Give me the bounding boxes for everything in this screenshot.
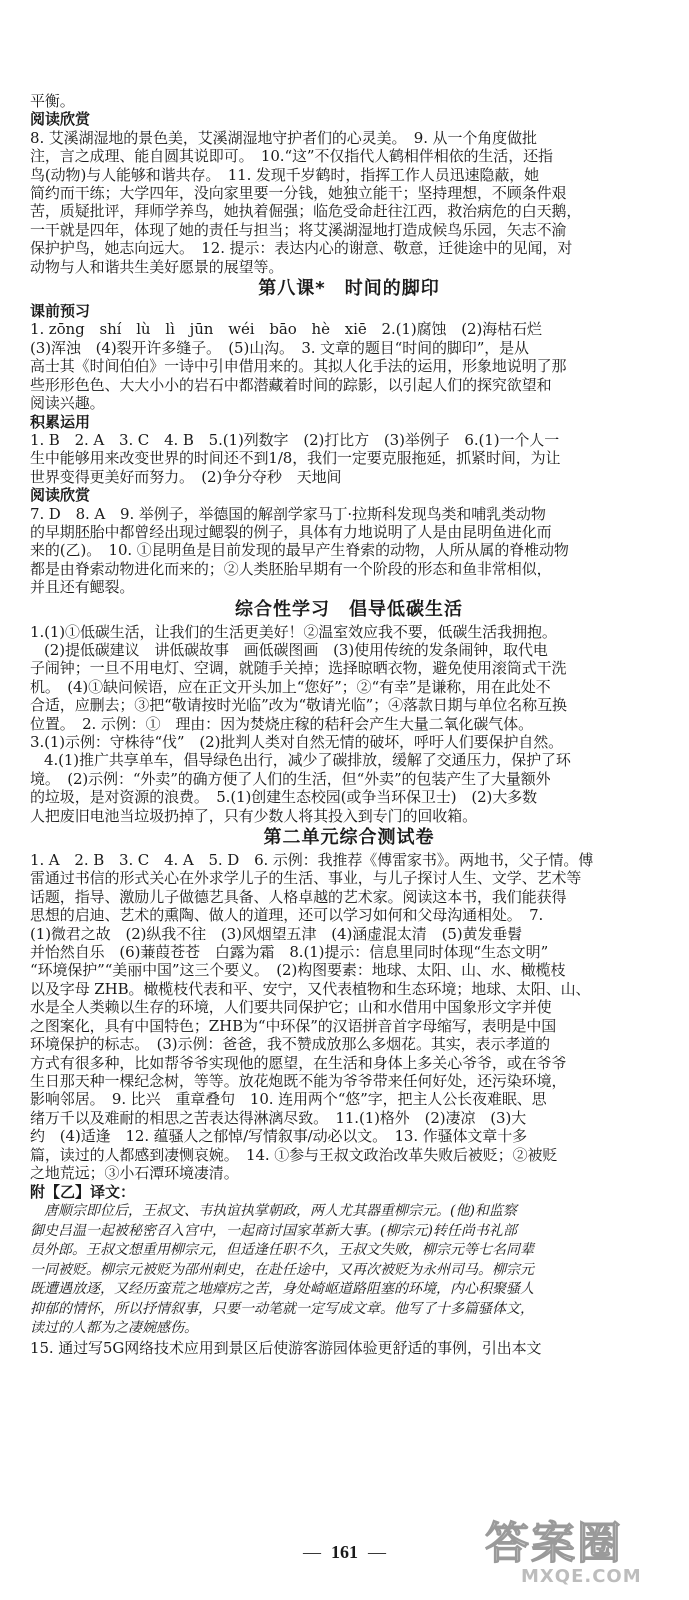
text-line: 的垃圾，是对资源的浪费。 5.(1)创建生态校园(或争当环保卫士) (2)大多数 — [30, 788, 538, 807]
text-line: 些形形色色、大大小小的岩石中都潜藏着时间的踪影，以引起人们的探究欲望和 — [30, 375, 552, 394]
translation-line: 读过的人都为之凄婉感伤。 — [30, 1320, 198, 1337]
appendix-label: 附【乙】译文： — [30, 1183, 136, 1202]
page-number-dash-left: — — [303, 1542, 321, 1562]
text-line: 高士其《时间伯伯》一诗中引申借用来的。其拟人化手法的运用，形象地说明了那 — [30, 357, 567, 376]
text-line: 绪万千以及难耐的相思之苦表达得淋漓尽致。 11.(1)格外 (2)凄凉 (3)大 — [30, 1108, 527, 1127]
text-line: 以及字母 ZHB。橄榄枝代表和平、安宁，又代表植物和生态环境；地球、太阳、山、 — [30, 979, 591, 998]
page-number-dash-right: — — [368, 1542, 386, 1562]
watermark-url: MXQE.COM — [521, 1566, 642, 1587]
text-line: 15. 通过写5G网络技术应用到景区后使游客游园体验更舒适的事例，引出本文 — [30, 1338, 542, 1357]
text-line: 注，言之成理、能自圆其说即可。 10.“这”不仅指代人鹤相伴相依的生活，还指 — [30, 147, 553, 166]
text-line: 生日那天种一棵纪念树，等等。放花炮既不能为爷爷带来任何好处，还污染环境， — [30, 1071, 567, 1090]
text-line: 动物与人和谐共生美好愿景的展望等。 — [30, 257, 284, 276]
text-line: 人把废旧电池当垃圾扔掉了，只有少数人将其投入到专门的回收箱。 — [30, 806, 478, 825]
text-line: 8. 艾溪湖湿地的景色美，艾溪湖湿地守护者们的心灵美。 9. 从一个角度做批 — [30, 128, 537, 147]
translation-line: 唐顺宗即位后，王叔文、韦执谊执掌朝政，两人尤其器重柳宗元。(他)和监察 — [44, 1203, 517, 1220]
text-line: 平衡。 — [30, 92, 75, 110]
translation-line: 御史吕温一起被秘密召入宫中，一起商讨国家革新大事。(柳宗元)转任尚书礼部 — [30, 1222, 517, 1239]
text-line: 1. B 2. A 3. C 4. B 5.(1)列数字 (2)打比方 (3)举例子 6.(1)一个人一 — [30, 430, 560, 449]
translation-line: 抑郁的情怀，所以抒情叙事，只要一动笔就一定写成文章。他写了十多篇骚体文， — [30, 1300, 534, 1317]
text-line: 苦，质疑批评，拜师学养鸟，她执着倔强；临危受命赶往江西，救治病危的白天鹅， — [30, 202, 582, 221]
section-heading: 积累运用 — [30, 412, 91, 431]
text-line: 1. zōng shí lù lì jūn wéi bāo hè xiē 2.(1)腐蚀 (2)海枯石烂 — [30, 320, 542, 339]
text-line: 并怡然自乐 (6)蒹葭苍苍 白露为霜 8.(1)提示：信息里同时体现“生态文明” — [30, 943, 549, 962]
text-line: 机。 (4)①缺问候语，应在正文开头加上“您好”；②“有幸”是谦称，用在此处不 — [30, 677, 551, 696]
text-line: 一干就是四年，体现了她的责任与担当；将艾溪湖湿地打造成候鸟乐园，矢志不渝 — [30, 220, 567, 239]
translation-line: 员外郎。王叔文想重用柳宗元，但适逢任职不久，王叔文失败，柳宗元等七名同辈 — [30, 1242, 534, 1259]
text-line: 雷通过书信的形式关心在外求学儿子的生活、事业，与儿子探讨人生、文学、艺术等 — [30, 869, 582, 888]
text-line: 都是由脊索动物进化而来的；②人类胚胎早期有一个阶段的形态和鱼非常相似， — [30, 559, 552, 578]
lesson-title: 综合性学习 倡导低碳生活 — [235, 598, 463, 620]
text-line: 简约而干练；大学四年，没向家里要一分钱，她独立能干；坚持理想，不顾条件艰 — [30, 184, 567, 203]
text-line: 篇，读过的人都感到凄恻哀婉。 14. ①参与王叔文政治改革失败后被贬；②被贬 — [30, 1145, 558, 1164]
text-line: 阅读兴趣。 — [30, 394, 105, 413]
text-line: 7. D 8. A 9. 举例子，举德国的解剖学家马丁·拉斯科发现鸟类和哺乳类动物 — [30, 504, 546, 523]
text-line: 4.(1)推广共享单车，倡导绿色出行，减少了碳排放，缓解了交通压力，保护了环 — [44, 751, 571, 770]
text-line: 1. A 2. B 3. C 4. A 5. D 6. 示例：我推荐《傅雷家书》。两地书，父子情。傅 — [30, 851, 594, 870]
text-line: 话题，指导、激励儿子做德艺具备、人格卓越的艺术家。阅读这本书，我们能获得 — [30, 887, 567, 906]
section-heading: 阅读欣赏 — [30, 486, 91, 505]
text-line: 位置。 2. 示例：① 理由：因为焚烧庄稼的秸秆会产生大量二氧化碳气体。 — [30, 714, 533, 733]
translation-line: 既遭遇放逐，又经历蛮荒之地瘴疠之苦，身处崎岖道路阻塞的环境，内心积聚骚人 — [30, 1281, 534, 1298]
text-line: 约 (4)适逢 12. 蕴骚人之郁悼/写情叙事/动必以文。 13. 作骚体文章十多 — [30, 1127, 528, 1146]
text-line: 合适，应删去；③把“敬请按时光临”改为“敬请光临”；④落款日期与单位名称互换 — [30, 696, 567, 715]
text-line: 影响邻居。 9. 比兴 重章叠句 10. 连用两个“悠”字，把主人公长夜难眠、思 — [30, 1090, 547, 1109]
watermark-chars: 答案圈 — [485, 1518, 623, 1569]
text-line: 子闹钟；一旦不用电灯、空调，就随手关掉；选择晾晒衣物，避免使用滚筒式干洗 — [30, 659, 567, 678]
text-line: 鸟(动物)与人能够和谐共存。 11. 发现千岁鹤时，指挥工作人员迅速隐蔽，她 — [30, 165, 540, 184]
text-line: (2)提低碳建议 讲低碳故事 画低碳图画 (3)使用传统的发条闹钟，取代电 — [44, 640, 548, 659]
text-line: 世界变得更美好而努力。 (2)争分夺秒 天地间 — [30, 467, 342, 486]
section-heading: 课前预习 — [30, 302, 91, 321]
text-line: 思想的启迪、艺术的熏陶、做人的道理，还可以学习如何和父母沟通相处。 7. — [30, 906, 544, 925]
lesson-title: 第二单元综合测试卷 — [263, 827, 435, 849]
text-line: 方式有很多种，比如帮爷爷实现他的愿望，在生活和身体上多关心爷爷，或在爷爷 — [30, 1053, 567, 1072]
text-line: 的早期胚胎中都曾经出现过鳃裂的例子，具体有力地说明了人是由昆明鱼进化而 — [30, 522, 552, 541]
text-line: 来的(乙)。 10. ①昆明鱼是目前发现的最早产生脊索的动物，人所从属的脊椎动物 — [30, 541, 569, 560]
text-line: (1)微君之故 (2)纵我不往 (3)风烟望五津 (4)涵虚混太清 (5)黄发垂髫 — [30, 924, 523, 943]
text-line: 保护护鸟，她志向远大。 12. 提示：表达内心的谢意、敬意，迁徙途中的见闻，对 — [30, 239, 573, 258]
lesson-title: 第八课* 时间的脚印 — [258, 278, 440, 300]
answer-page-body — [30, 92, 668, 1357]
text-line: 之地荒远；③小石潭环境凄清。 — [30, 1163, 239, 1182]
text-line: 1.(1)①低碳生活，让我们的生活更美好！②温室效应我不要，低碳生活我拥抱。 — [30, 622, 557, 641]
text-line: 境。 (2)示例：“外卖”的确方便了人们的生活，但“外卖”的包装产生了大量额外 — [30, 769, 551, 788]
page-number-value: 161 — [331, 1542, 358, 1562]
text-line: 环境保护的标志。 (3)示例：爸爸，我不赞成放那么多烟花。其实，表示孝道的 — [30, 1035, 551, 1054]
text-line: (3)浑浊 (4)裂开许多缝子。 (5)山沟。 3. 文章的题目“时间的脚印”，是从 — [30, 338, 529, 357]
text-line: 3.(1)示例：守株待“伐” (2)批判人类对自然无情的破坏，呼吁人们要保护自然。 — [30, 733, 564, 751]
text-line: “环境保护”“美丽中国”这三个要义。 (2)构图要素：地球、太阳、山、水、橄榄枝 — [30, 961, 566, 980]
text-line: 生中能够用来改变世界的时间还不到1/8，我们一定要克服拖延，抓紧时间，为让 — [30, 449, 561, 468]
text-line: 并且还有鳃裂。 — [30, 578, 135, 597]
text-line: 水是全人类赖以生存的环境，人们要共同保护它；山和水借用中国象形文字并使 — [30, 998, 552, 1017]
watermark-logo — [485, 1520, 675, 1590]
translation-line: 一同被贬。柳宗元被贬为邵州刺史，在赴任途中，又再次被贬为永州司马。柳宗元 — [30, 1261, 534, 1278]
text-line: 之图案化，具有中国特色；ZHB为“中环保”的汉语拼音首字母缩写，表明是中国 — [30, 1016, 557, 1035]
section-heading: 阅读欣赏 — [30, 110, 91, 129]
